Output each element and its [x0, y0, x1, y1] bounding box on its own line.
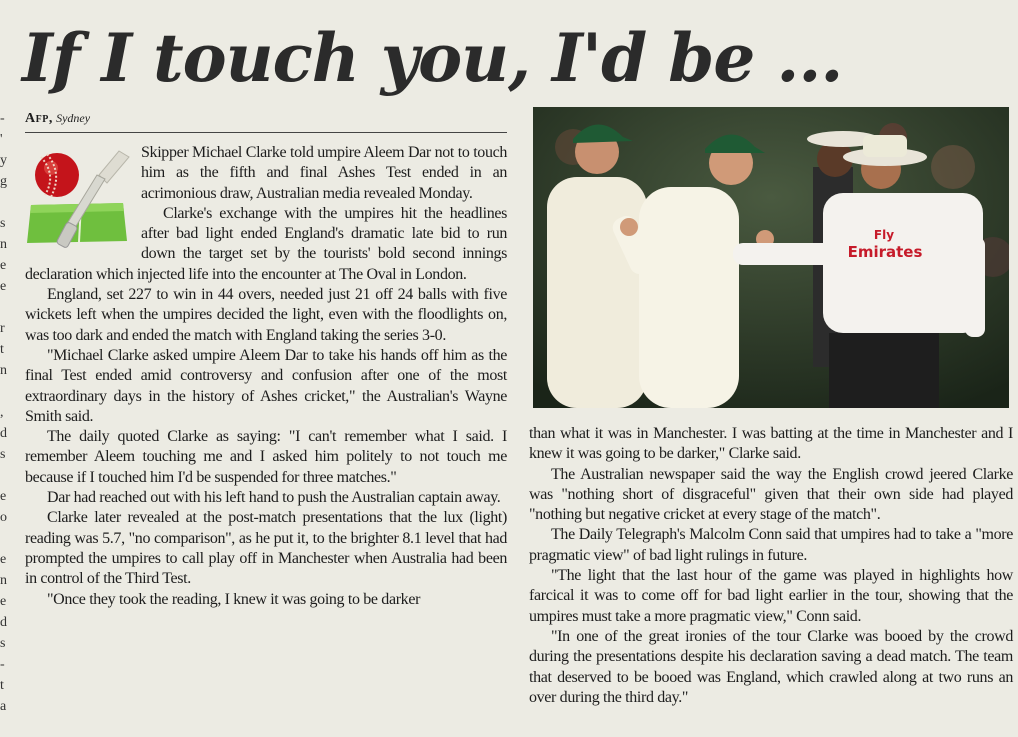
paragraph: "In one of the great ironies of the tour Clarke was booed by the crowd during the presentations despite his declaration saving a dead match. The team that deserved to be booed was England, which crawled along at two runs an over during the third day.": [529, 627, 1013, 706]
edge-fragment: s: [0, 216, 6, 231]
edge-fragment: e: [0, 552, 7, 567]
paragraph: England, set 227 to win in 44 overs, needed just 21 off 24 balls with five wickets left when the umpires decided the light, even with the floodlights on, was too dark and ended the match with England taking the series 3-0.: [25, 286, 507, 344]
paragraph: Clarke later revealed at the post-match presentations that the lux (light) reading was 5.7, "no comparison", as he put it, to the brighter 8.1 level that had prompted the umpires to call play off in Manchester when Australia had been in control of the Third Test.: [25, 509, 507, 588]
paragraph: The Australian newspaper said the way the English crowd jeered Clarke was "nothing short of disgraceful" given that their own side had played "nothing but negative cricket at every stage of the match".: [529, 465, 1013, 524]
edge-fragment: d: [0, 615, 7, 630]
sponsor-text-fly: Fly: [873, 228, 895, 242]
edge-fragment: a: [0, 699, 7, 714]
byline: [25, 108, 507, 133]
edge-fragment: o: [0, 510, 7, 525]
edge-fragment: n: [0, 363, 7, 378]
adjacent-column-fragments: [0, 108, 12, 717]
news-photo-players-and-umpires: [533, 107, 1009, 408]
edge-fragment: [0, 528, 12, 549]
edge-fragment: s: [0, 447, 6, 462]
byline-dateline: Sydney: [56, 111, 91, 125]
cricket-ball-and-bat-icon: [23, 145, 135, 251]
edge-fragment: -: [0, 657, 5, 672]
edge-fragment: n: [0, 573, 7, 588]
edge-fragment: [0, 192, 12, 213]
edge-fragment: r: [0, 321, 5, 336]
edge-fragment: y: [0, 153, 7, 168]
edge-fragment: [0, 465, 12, 486]
edge-fragment: -: [0, 111, 5, 126]
edge-fragment: e: [0, 279, 7, 294]
edge-fragment: t: [0, 342, 4, 357]
paragraph: Dar had reached out with his left hand to push the Australian captain away.: [47, 489, 501, 507]
edge-fragment: g: [0, 174, 7, 189]
paragraph: Clarke's exchange with the umpires hit the headlines after bad light ended England's dramatic late bid to run down the target set by the tourists' bold second innings declaration which injected life into the encounter at The Oval in London.: [25, 204, 507, 283]
paragraph: The Daily Telegraph's Malcolm Conn said that umpires had to take a "more pragmatic view" of bad light rulings in future.: [529, 526, 1013, 564]
paragraph: The daily quoted Clarke as saying: "I can't remember what I said. I remember Aleem touching me and I asked him politely to not touch me because if I touched him I'd be suspended for three matches.": [25, 428, 507, 486]
edge-fragment: ,: [0, 405, 4, 420]
paragraph: "Michael Clarke asked umpire Aleem Dar to take his hands off him as the final Test ended amid controversy and confusion after one of the most extraordinary days in the history of Ashes cricket," the Australian's Wayne Smith said.: [25, 346, 507, 425]
edge-fragment: d: [0, 426, 7, 441]
headline: If I touch you, I'd be ...: [22, 19, 843, 97]
article-column-right: [529, 424, 1013, 708]
edge-fragment: e: [0, 594, 7, 609]
edge-fragment: e: [0, 489, 7, 504]
article-column-left: [25, 143, 507, 610]
paragraph: "Once they took the reading, I knew it was going to be darker: [47, 590, 421, 608]
edge-fragment: n: [0, 237, 7, 252]
paragraph: Skipper Michael Clarke told umpire Aleem Dar not to touch him as the fifth and final Ashes Test ended in an acrimonious draw, Australian media revealed Monday.: [141, 144, 507, 202]
edge-fragment: ': [0, 132, 3, 147]
edge-fragment: [0, 381, 12, 402]
edge-fragment: [0, 297, 12, 318]
edge-fragment: t: [0, 678, 4, 693]
paragraph: "The light that the last hour of the game was played in highlights how farcical it was to come off for bad light earlier in the tour, showing that the umpires must take a more pragmatic view," Conn said.: [529, 567, 1013, 625]
sponsor-text-emirates: Emirates: [847, 243, 923, 261]
paragraph: than what it was in Manchester. I was batting at the time in Manchester and I knew it was going to be darker," Clarke said.: [529, 425, 1013, 463]
edge-fragment: e: [0, 258, 7, 273]
byline-agency: Afp,: [25, 111, 53, 126]
edge-fragment: s: [0, 636, 6, 651]
